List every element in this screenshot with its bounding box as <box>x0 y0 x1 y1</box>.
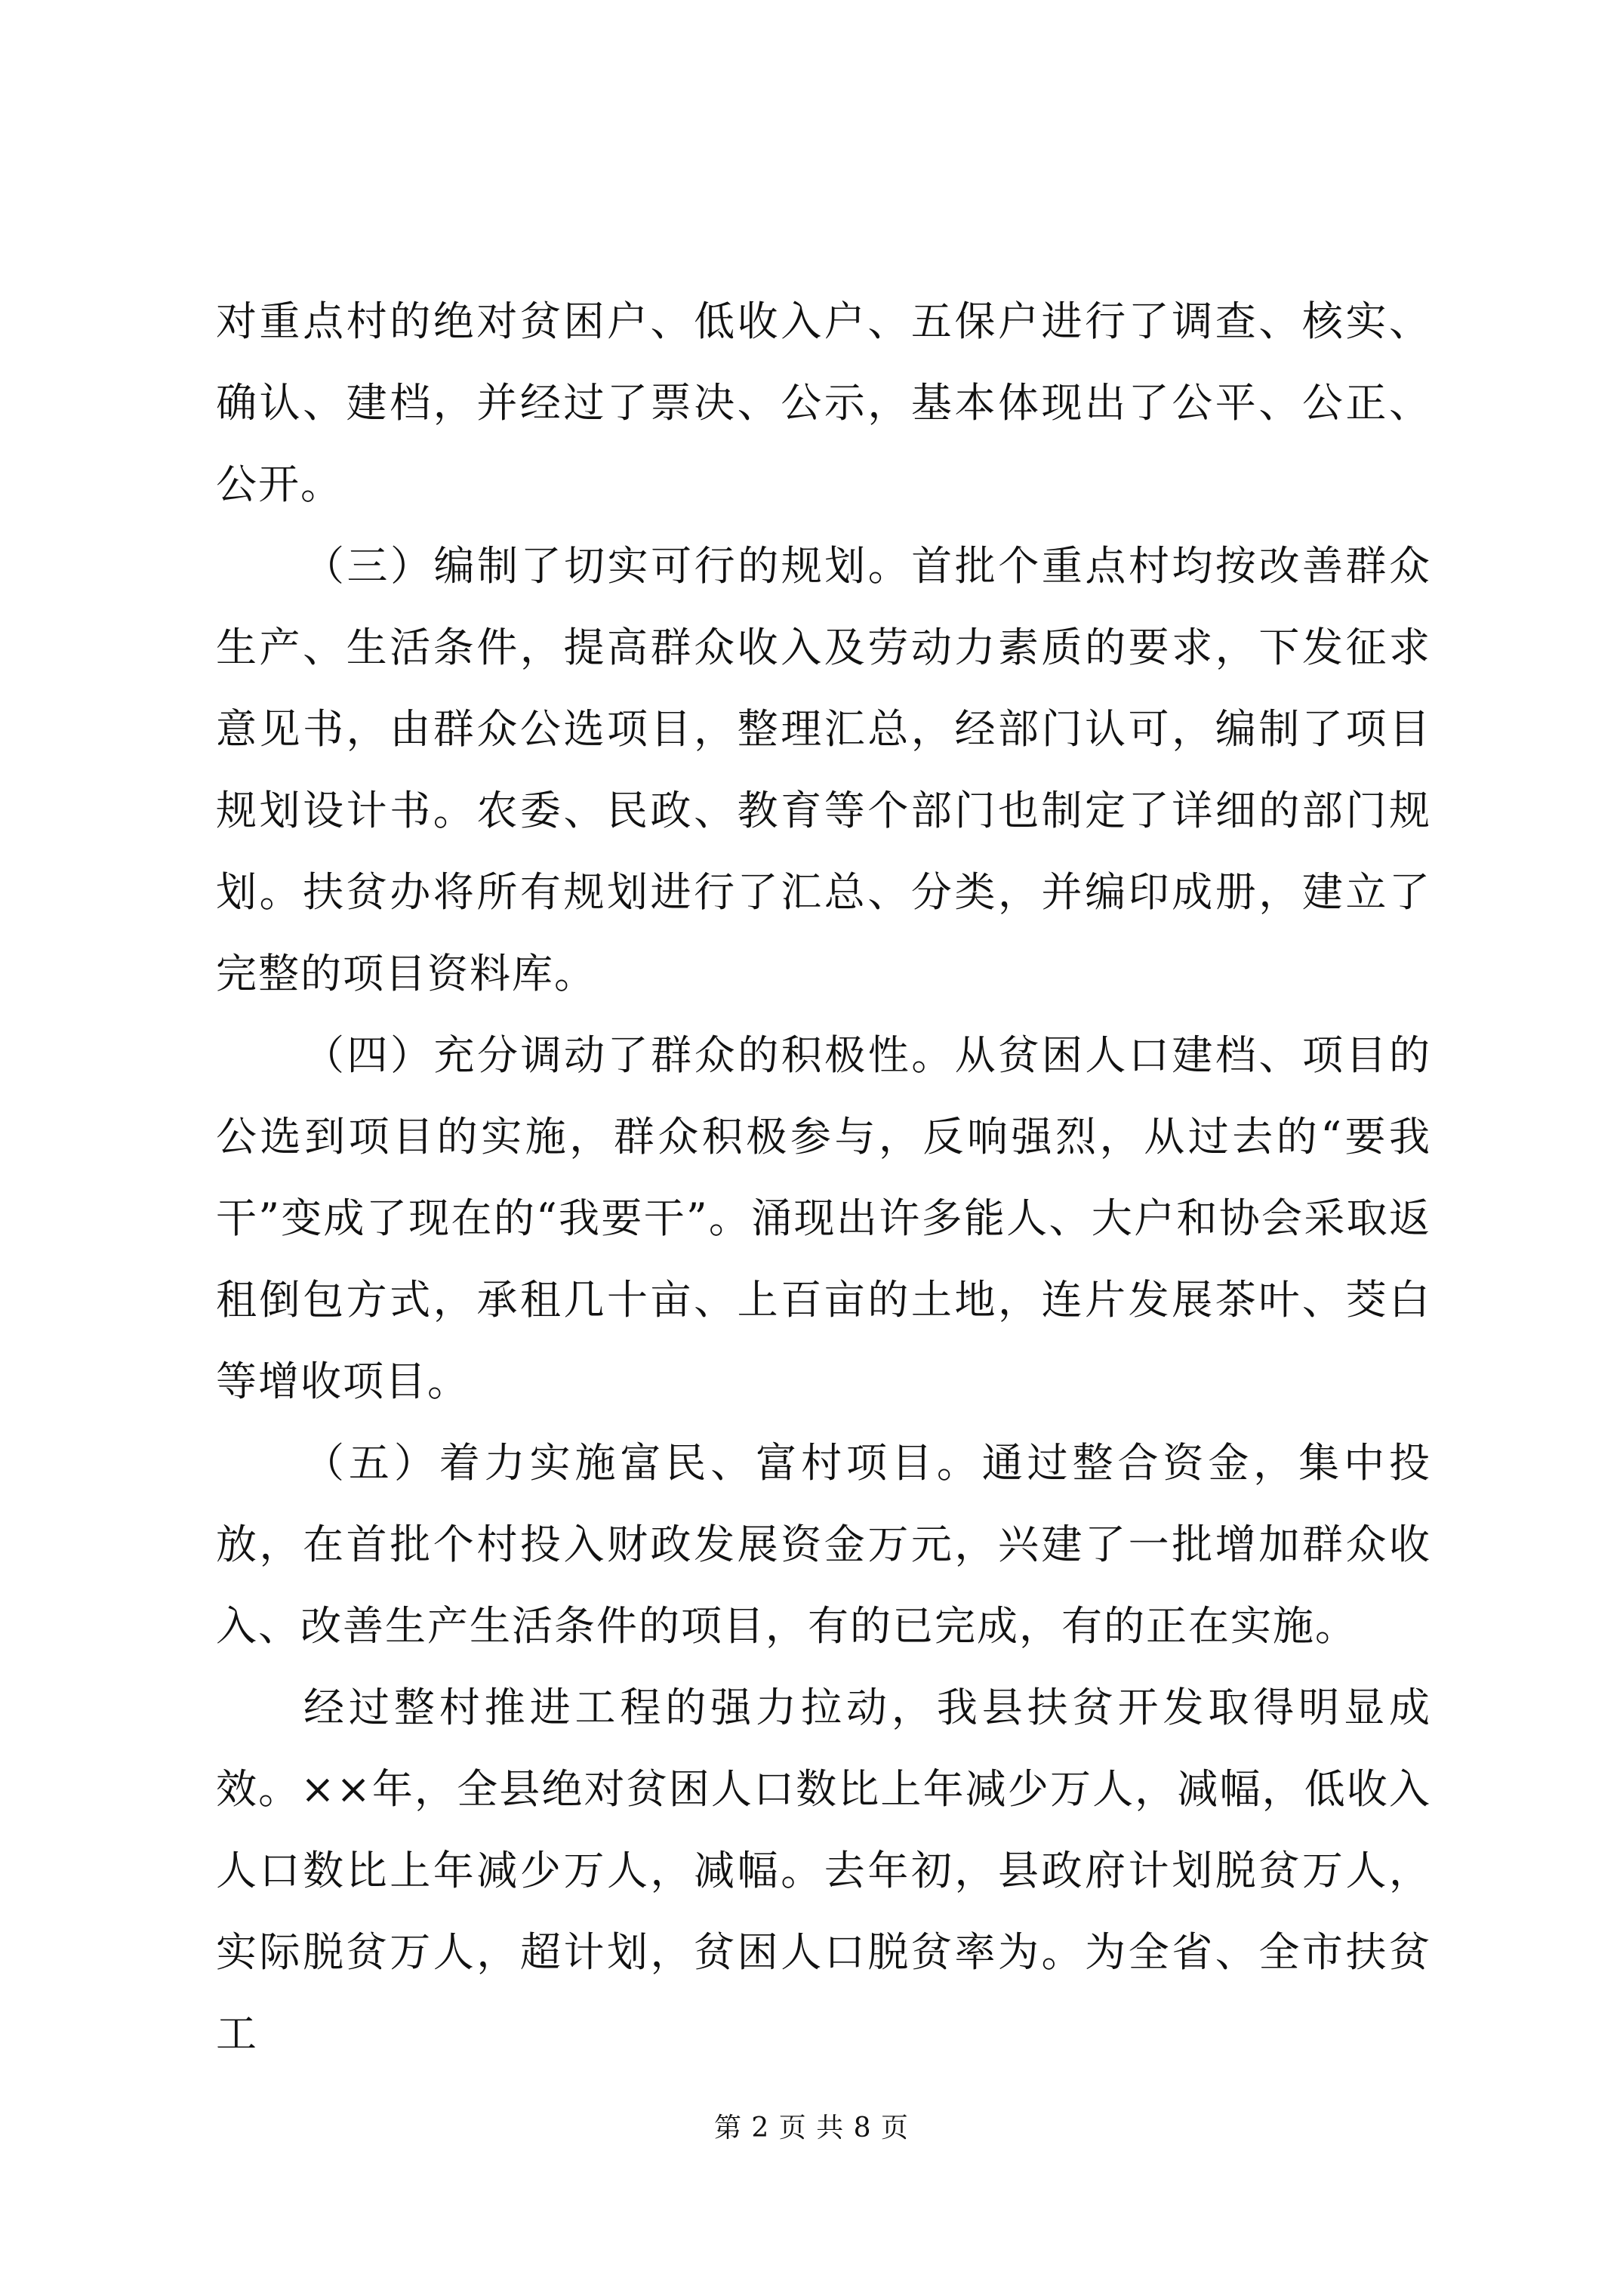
paragraph-section-5: （五）着力实施富民、富村项目。通过整合资金，集中投放，在首批个村投入财政发展资金万元，兴建了一批增加群众收入、改善生产生活条件的项目，有的已完成，有的正在实施。 <box>216 1439 1431 1650</box>
page-number-footer: 第 2 页 共 8 页 <box>713 2113 910 2143</box>
body-text <box>216 281 1431 2075</box>
paragraph-section-4: （四）充分调动了群众的积极性。从贫困人口建档、项目的公选到项目的实施，群众积极参与，反响强烈，从过去的“要我干”变成了现在的“我要干”。涌现出许多能人、大户和协会采取返租倒包方式，承租几十亩、上百亩的土地，连片发展茶叶、茭白等增收项目。 <box>216 1031 1431 1405</box>
paragraph-continuation: 对重点村的绝对贫困户、低收入户、五保户进行了调查、核实、确认、建档，并经过了票决、公示，基本体现出了公平、公正、公开。 <box>216 297 1431 508</box>
paragraph-summary: 经过整村推进工程的强力拉动，我县扶贫开发取得明显成效。××年，全县绝对贫困人口数比上年减少万人，减幅，低收入人口数比上年减少万人，减幅。去年初，县政府计划脱贫万人，实际脱贫万人，超计划，贫困人口脱贫率为。为全省、全市扶贫工 <box>216 1684 1431 2057</box>
paragraph-section-3: （三）编制了切实可行的规划。首批个重点村均按改善群众生产、生活条件，提高群众收入及劳动力素质的要求，下发征求意见书，由群众公选项目，整理汇总，经部门认可，编制了项目规划设计书。农委、民政、教育等个部门也制定了详细的部门规划。扶贫办将所有规划进行了汇总、分类，并编印成册，建立了完整的项目资料库。 <box>216 542 1431 997</box>
